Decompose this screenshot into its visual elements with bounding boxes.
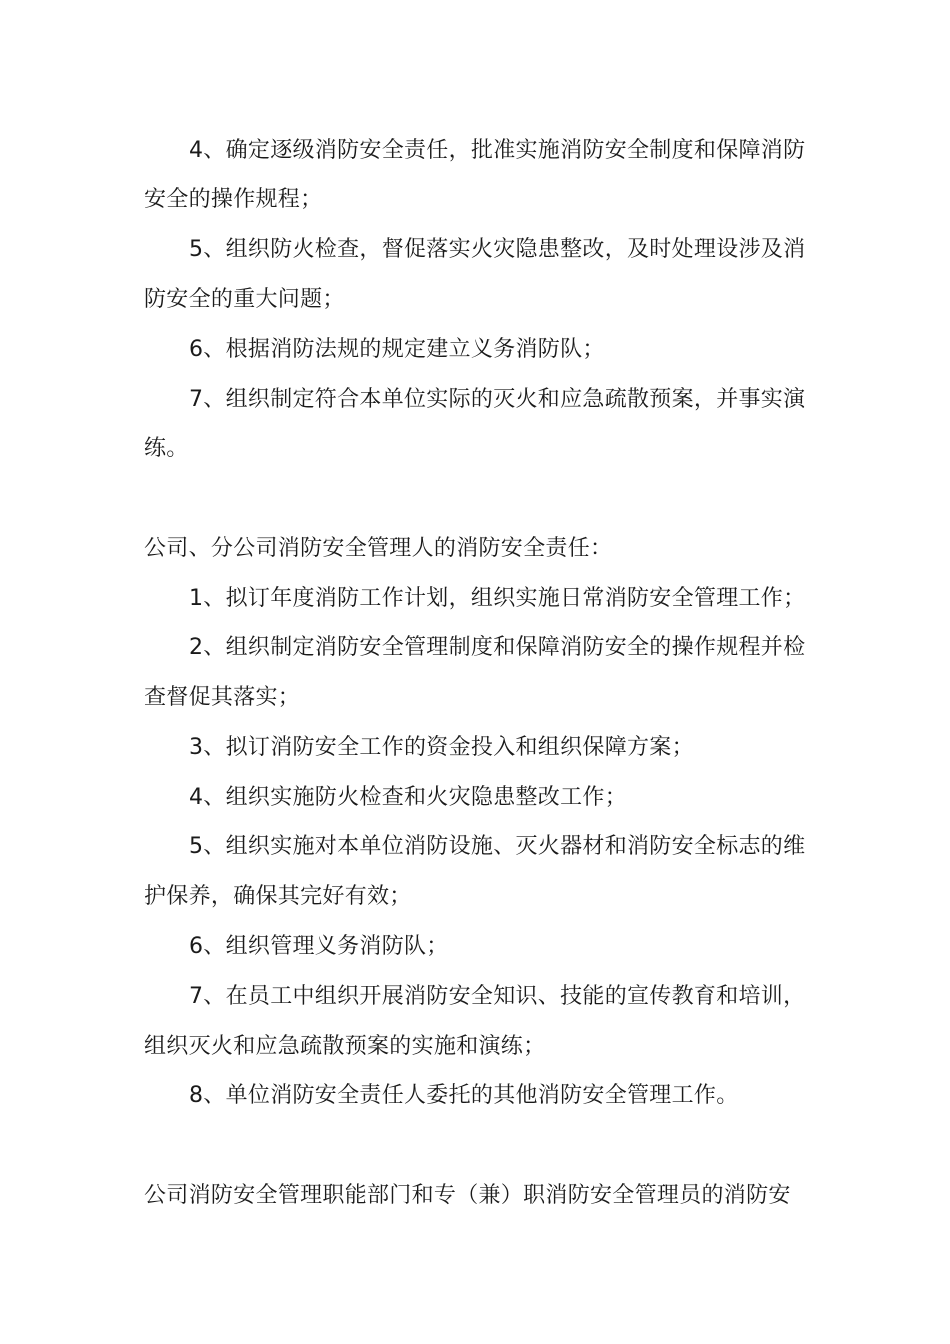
text-line: 7、在员工中组织开展消防安全知识、技能的宣传教育和培训， — [189, 984, 806, 1009]
text-line: 查督促其落实； — [144, 685, 301, 710]
section-heading: 公司、分公司消防安全管理人的消防安全责任： — [144, 536, 613, 561]
text-line: 6、根据消防法规的规定建立义务消防队； — [189, 337, 605, 362]
text-line: 安全的操作规程； — [144, 187, 323, 212]
text-line: 3、拟订消防安全工作的资金投入和组织保障方案； — [189, 735, 694, 760]
text-line: 组织灭火和应急疏散预案的实施和演练； — [144, 1034, 546, 1059]
text-line: 8、单位消防安全责任人委托的其他消防安全管理工作。 — [189, 1083, 739, 1108]
text-line: 2、组织制定消防安全管理制度和保障消防安全的操作规程并检 — [189, 635, 806, 660]
text-line: 6、组织管理义务消防队； — [189, 934, 449, 959]
text-line: 练。 — [144, 436, 189, 461]
text-line: 4、组织实施防火检查和火灾隐患整改工作； — [189, 785, 627, 810]
text-line: 4、确定逐级消防安全责任，批准实施消防安全制度和保障消防 — [189, 138, 806, 163]
section-heading: 公司消防安全管理职能部门和专（兼）职消防安全管理员的消防安 — [144, 1183, 791, 1208]
text-line: 5、组织实施对本单位消防设施、灭火器材和消防安全标志的维 — [189, 834, 806, 859]
text-line: 护保养，确保其完好有效； — [144, 884, 412, 909]
text-line: 7、组织制定符合本单位实际的灭火和应急疏散预案，并事实演 — [189, 387, 806, 412]
text-line: 1、拟订年度消防工作计划，组织实施日常消防安全管理工作； — [189, 586, 806, 611]
text-line: 防安全的重大问题； — [144, 287, 345, 312]
text-line: 5、组织防火检查，督促落实火灾隐患整改，及时处理设涉及消 — [189, 237, 806, 262]
